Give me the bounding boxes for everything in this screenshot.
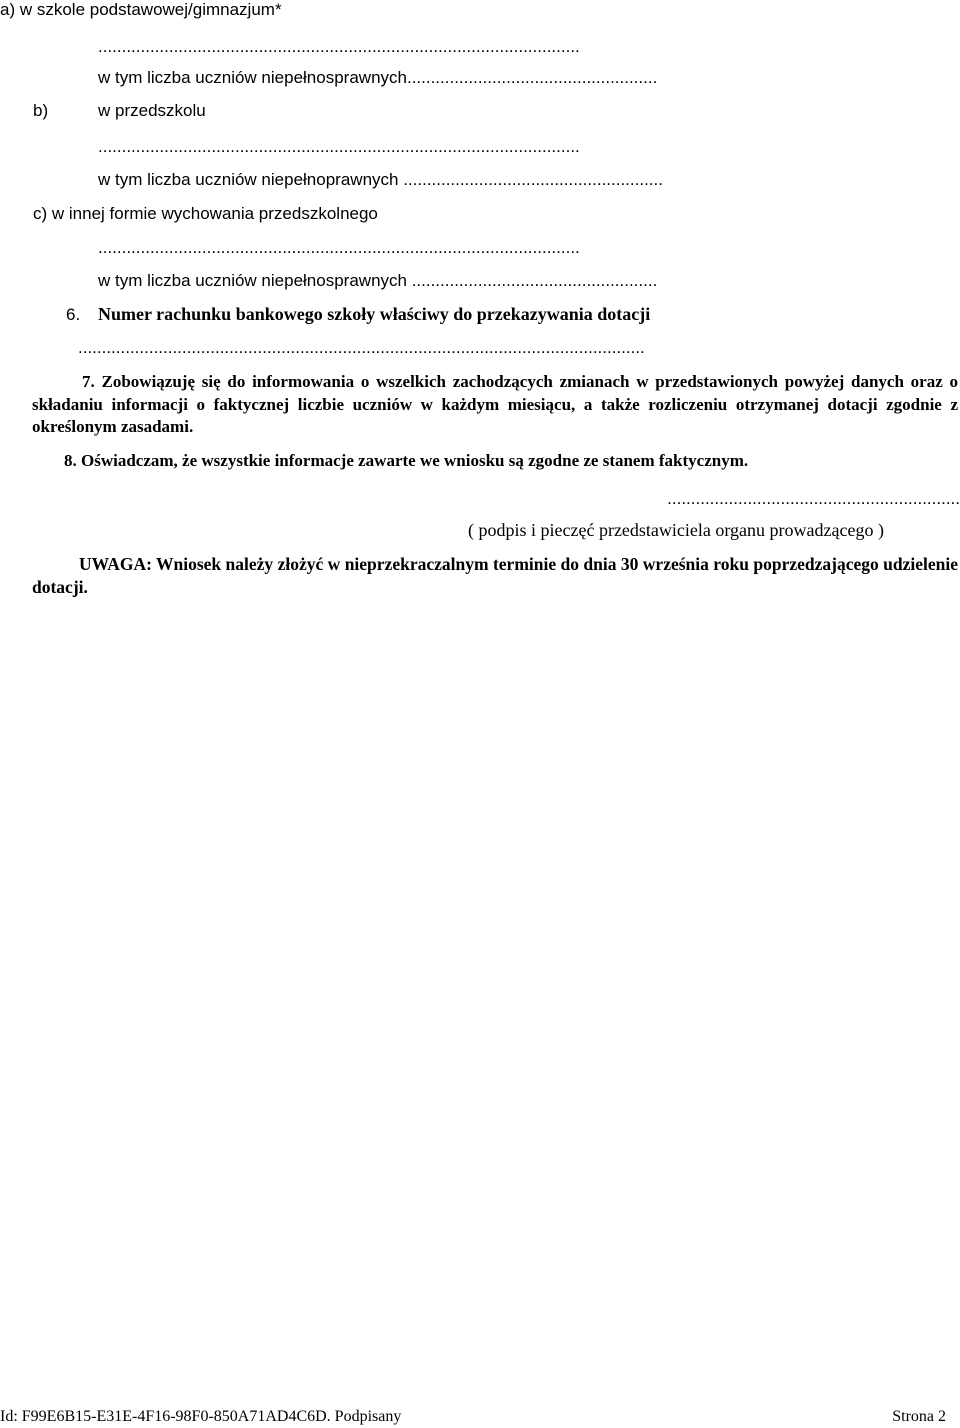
note-paragraph	[32, 553, 958, 599]
item-b-label: w przedszkolu	[98, 101, 206, 120]
section-6-text: Numer rachunku bankowego szkoły właściwy do przekazywania dotacji	[98, 304, 651, 324]
item-c-dots-field: ......................................................................................................	[98, 238, 580, 257]
note-text: UWAGA: Wniosek należy złożyć w nieprzekraczalnym terminie do dnia 30 września roku poprzedzającego udzielenie dotacji.	[32, 554, 958, 597]
footer-document-id: Id: F99E6B15-E31E-4F16-98F0-850A71AD4C6D. Podpisany	[0, 1408, 402, 1425]
section-8-text: 8. Oświadczam, że wszystkie informacje zawarte we wniosku są zgodne ze stanem faktycznym.	[64, 451, 749, 470]
signature-dots-field: ..............................................................	[667, 489, 960, 508]
item-b-dots-field: ......................................................................................................	[98, 137, 580, 156]
section-7-paragraph	[32, 371, 958, 439]
signature-caption: ( podpis i pieczęć przedstawiciela organu prowadzącego )	[468, 520, 884, 540]
section-7-text: 7. Zobowiązuję się do informowania o wszelkich zachodzących zmianach w przedstawionych powyżej danych oraz o składaniu informacji o faktycznej liczbie uczniów w każdym miesiącu, a także rozliczeniu otrzymanej dotacji zgodnie z określonym zasadami.	[32, 372, 958, 436]
footer-page-number: Strona 2	[892, 1408, 946, 1425]
item-a-disabled-count: w tym liczba uczniów niepełnosprawnych.....................................................	[98, 68, 658, 87]
item-c-disabled-count: w tym liczba uczniów niepełnosprawnych ....................................................	[98, 271, 658, 290]
item-a-dots-field: ......................................................................................................	[98, 37, 580, 56]
item-a-label: a) w szkole podstawowej/gimnazjum*	[0, 0, 282, 19]
section-6-account-field: ........................................................................................................................	[78, 338, 645, 357]
item-b-disabled-count: w tym liczba uczniów niepełnoprawnych .......................................................	[98, 170, 663, 189]
item-b-marker: b)	[33, 101, 49, 120]
section-6-number: 6.	[66, 305, 81, 324]
item-c-label: c) w innej formie wychowania przedszkolnego	[33, 204, 378, 223]
